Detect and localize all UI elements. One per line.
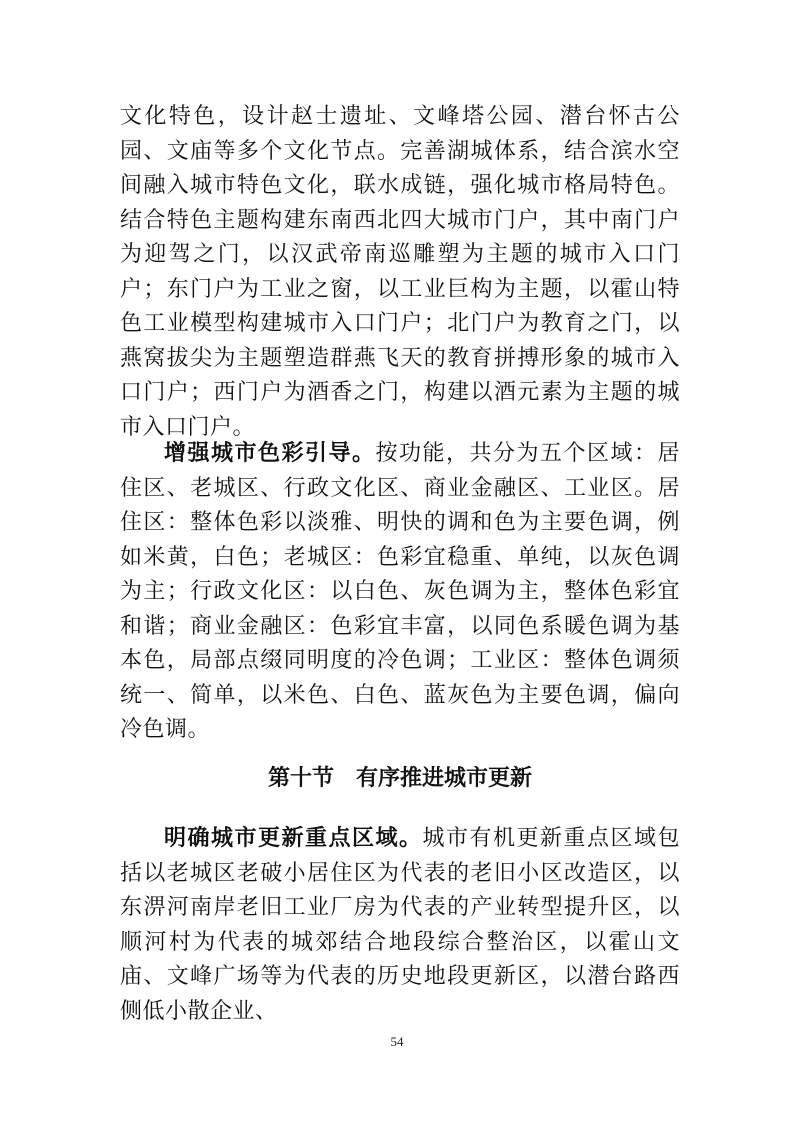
paragraph-text: 城市有机更新重点区域包括以老城区老破小居住区为代表的老旧小区改造区，以东淠河南岸老旧工业厂房为代表的产业转型提升区，以顺河村为代表的城郊结合地段综合整治区，以霍山文庙、文峰广场等为代表的历史地段更新区，以潜台路西侧低小散企业、 — [120, 826, 680, 1024]
paragraph-lead: 明确城市更新重点区域。 — [164, 826, 423, 851]
section-heading — [120, 762, 680, 796]
paragraph-city-color — [120, 437, 680, 748]
paragraph-cultural-features — [120, 100, 680, 445]
section-number: 第十节 — [267, 766, 334, 791]
paragraph-urban-renewal — [120, 822, 680, 1029]
page-number: 54 — [390, 1034, 404, 1049]
paragraph-text: 文化特色，设计赵士遗址、文峰塔公园、潜台怀古公园、文庙等多个文化节点。完善湖城体系，结合滨水空间融入城市特色文化，联水成链，强化城市格局特色。结合特色主题构建东南西北四大城市门户，其中南门户为迎驾之门，以汉武帝南巡雕塑为主题的城市入口门户；东门户为工业之窗，以工业巨构为主题，以霍山特色工业模型构建城市入口门户；北门户为教育之门，以燕窝拔尖为主题塑造群燕飞天的教育拼搏形象的城市入口门户；西门户为酒香之门，构建以酒元素为主题的城市入口门户。 — [120, 104, 680, 440]
paragraph-lead: 增强城市色彩引导。 — [164, 441, 376, 466]
paragraph-text: 按功能，共分为五个区域：居住区、老城区、行政文化区、商业金融区、工业区。居住区：整体色彩以淡雅、明快的调和色为主要色调，例如米黄，白色；老城区：色彩宜稳重、单纯，以灰色调为主；行政文化区：以白色、灰色调为主，整体色彩宜和谐；商业金融区：色彩宜丰富，以同色系暖色调为基本色，局部点缀同明度的冷色调；工业区：整体色调须统一、简单，以米色、白色、蓝灰色为主要色调，偏向冷色调。 — [120, 441, 680, 742]
section-title: 有序推进城市更新 — [356, 766, 533, 791]
